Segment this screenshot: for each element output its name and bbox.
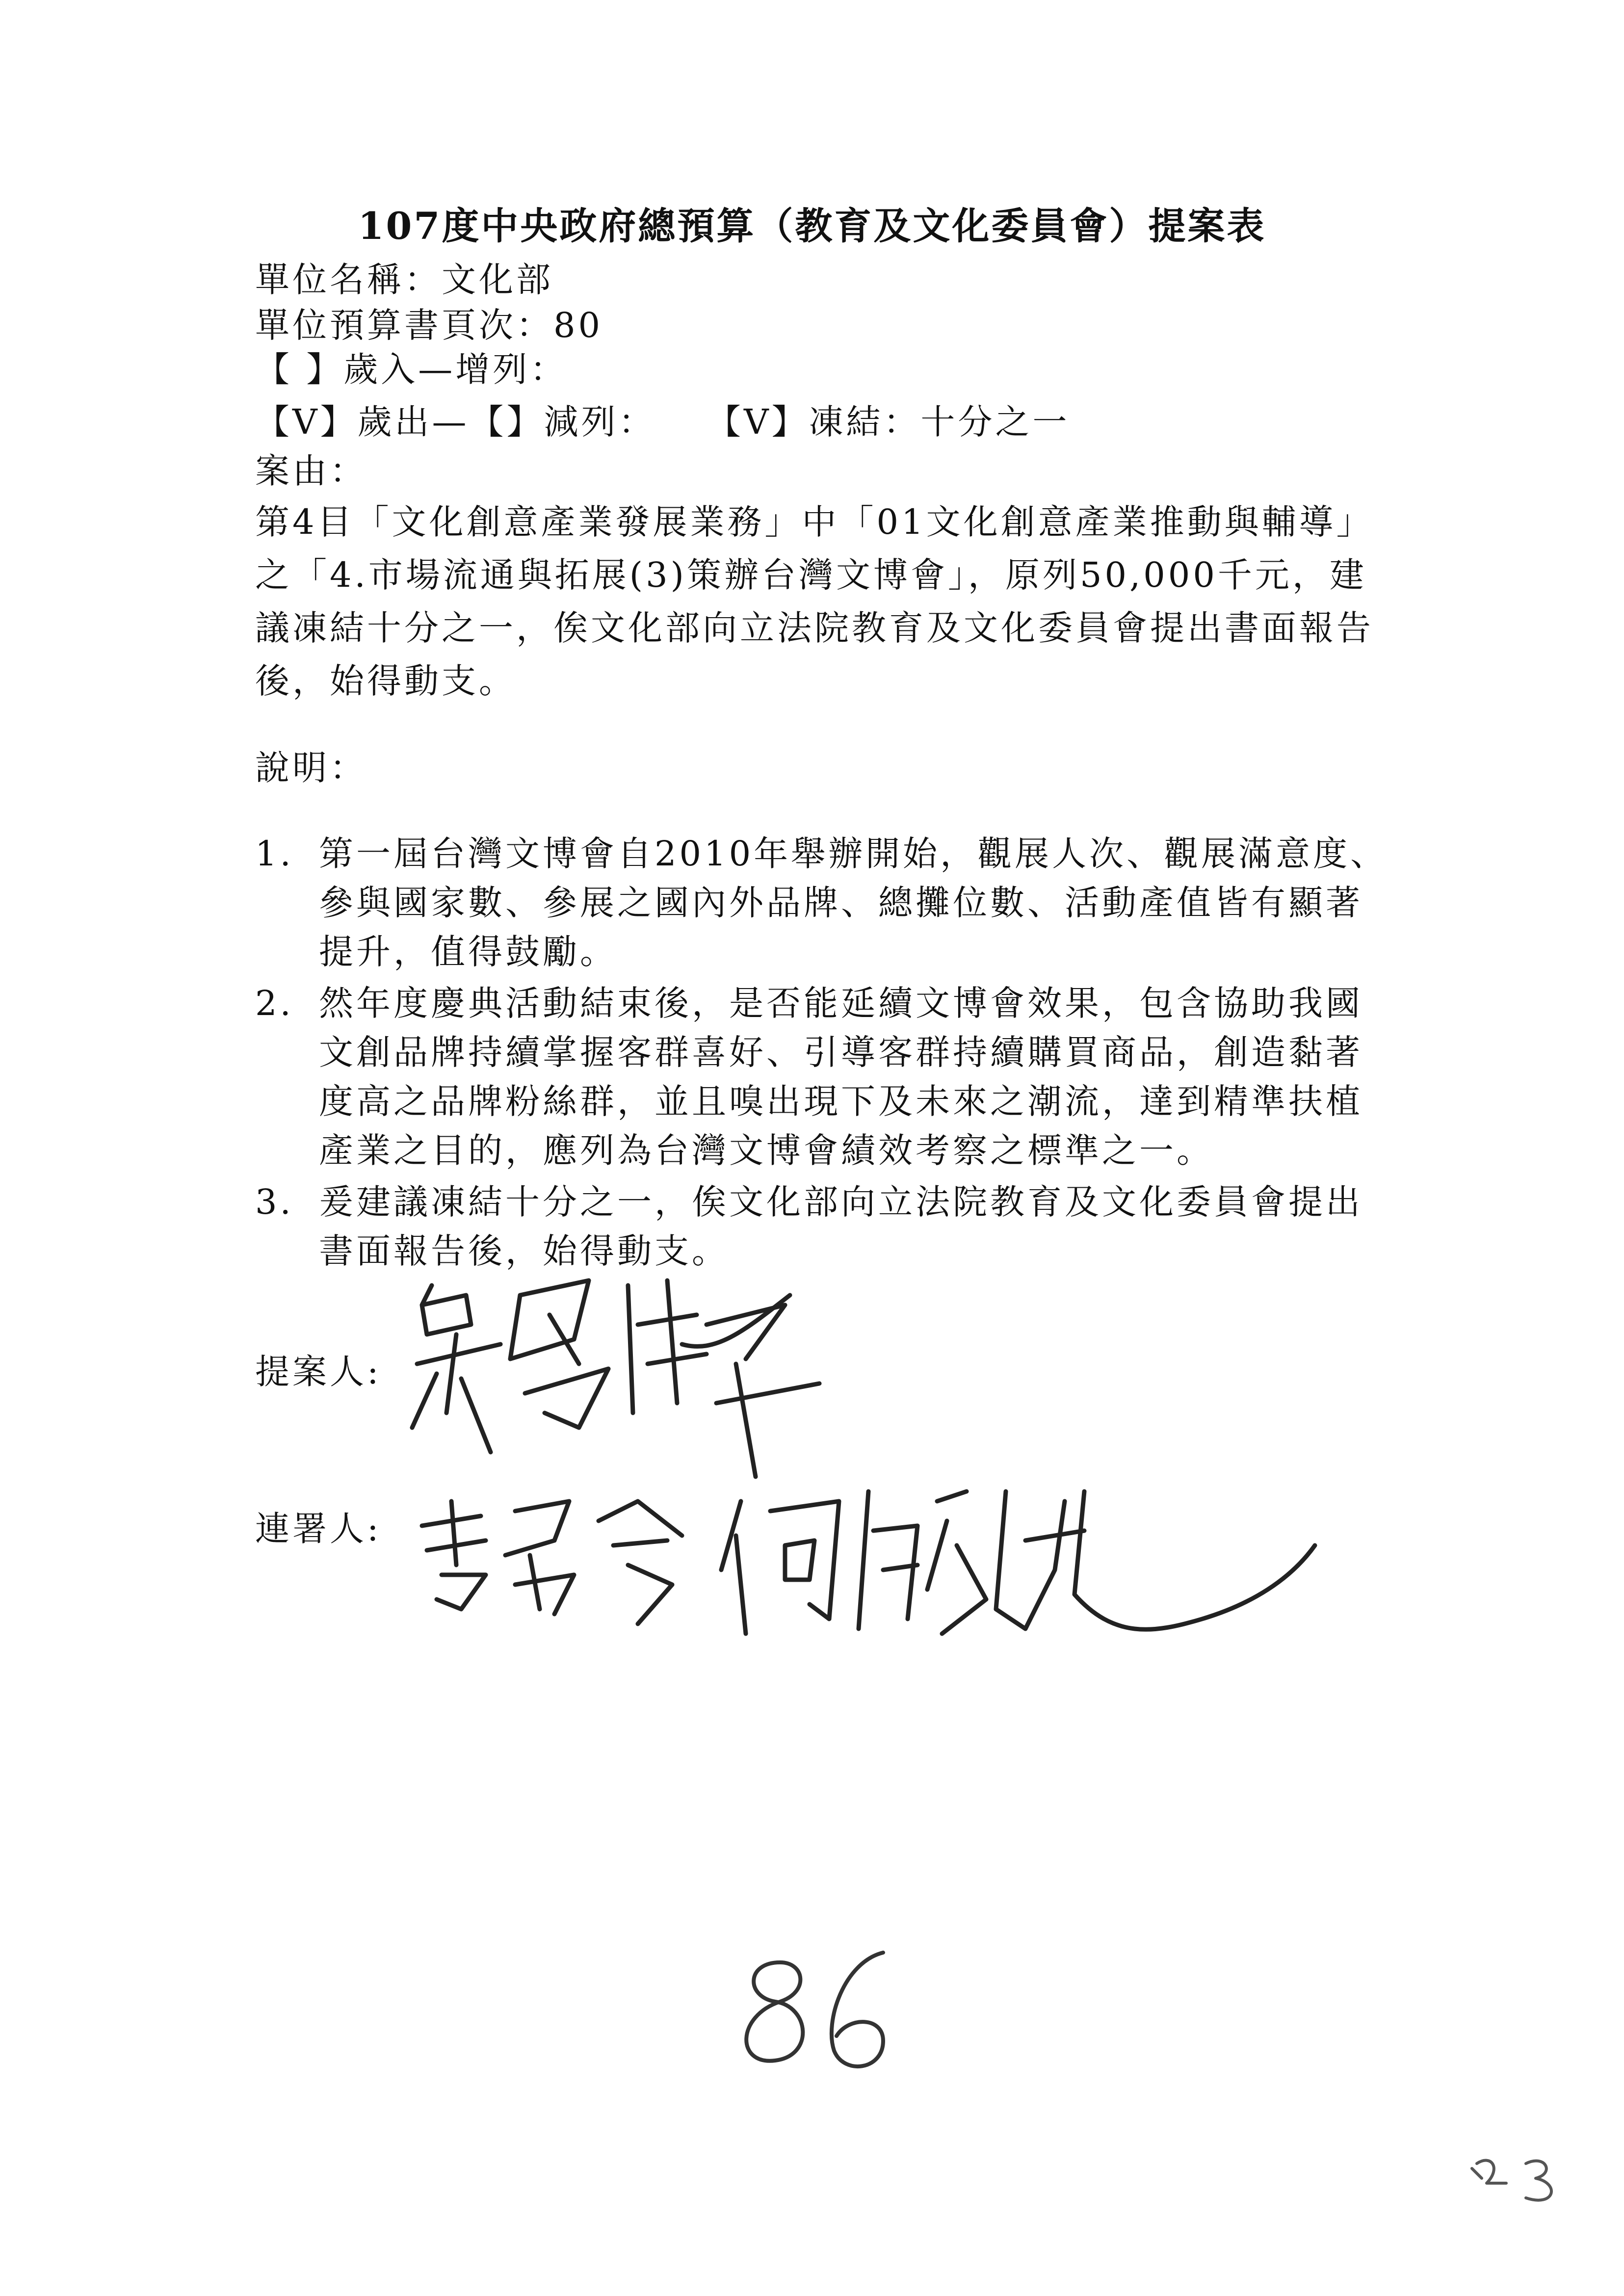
reason-text: 第4目「文化創意產業發展業務」中「01文化創意產業推動與輔導」之「4.市場流通與拓展(3)策辦台灣文博會」，原列50,000千元，建議凍結十分之一，俟文化部向立法院教育及文化委員會提出書面報告後，始得動支。 <box>255 502 1374 701</box>
item-number: 1. <box>255 834 294 874</box>
cosigner-signature-2 <box>711 1472 1325 1660</box>
document-title: 107度中央政府總預算（教育及文化委員會）提案表 <box>358 204 1266 248</box>
reason-label: 案由： <box>255 451 367 491</box>
item-text: 第一屆台灣文博會自2010年舉辦開始，觀展人次、觀展滿意度、參與國家數、參展之國內外品牌、總攤位數、活動產值皆有顯著提升，值得鼓勵。 <box>319 834 1388 972</box>
explanation-label: 說明： <box>255 748 367 788</box>
handwritten-page-number <box>726 1943 903 2082</box>
cosigner-signature-1 <box>407 1491 702 1641</box>
revenue-line: 【 】歲入—增列： <box>255 349 568 390</box>
item-number: 3. <box>255 1182 294 1222</box>
proposer-label: 提案人: <box>255 1352 382 1392</box>
item-number: 2. <box>255 983 294 1023</box>
expense-line-left: 【V】歲出—【】減列： <box>255 402 656 442</box>
item-text: 爰建議凍結十分之一，俟文化部向立法院教育及文化委員會提出書面報告後，始得動支。 <box>319 1182 1363 1271</box>
handwritten-corner-mark <box>1462 2149 1570 2210</box>
expense-line-right: 【V】凍結：十分之一 <box>707 402 1070 442</box>
budget-page: 單位預算書頁次：80 <box>255 305 603 345</box>
item-text: 然年度慶典活動結束後，是否能延續文博會效果，包含協助我國文創品牌持續掌握客群喜好、引導客群持續購買商品，創造黏著度高之品牌粉絲群，並且嗅出現下及未來之潮流，達到精準扶植產業之目的，應列為台灣文博會績效考察之標準之一。 <box>319 983 1363 1171</box>
unit-name: 單位名稱：文化部 <box>255 260 553 300</box>
cosigner-label: 連署人: <box>255 1509 382 1549</box>
